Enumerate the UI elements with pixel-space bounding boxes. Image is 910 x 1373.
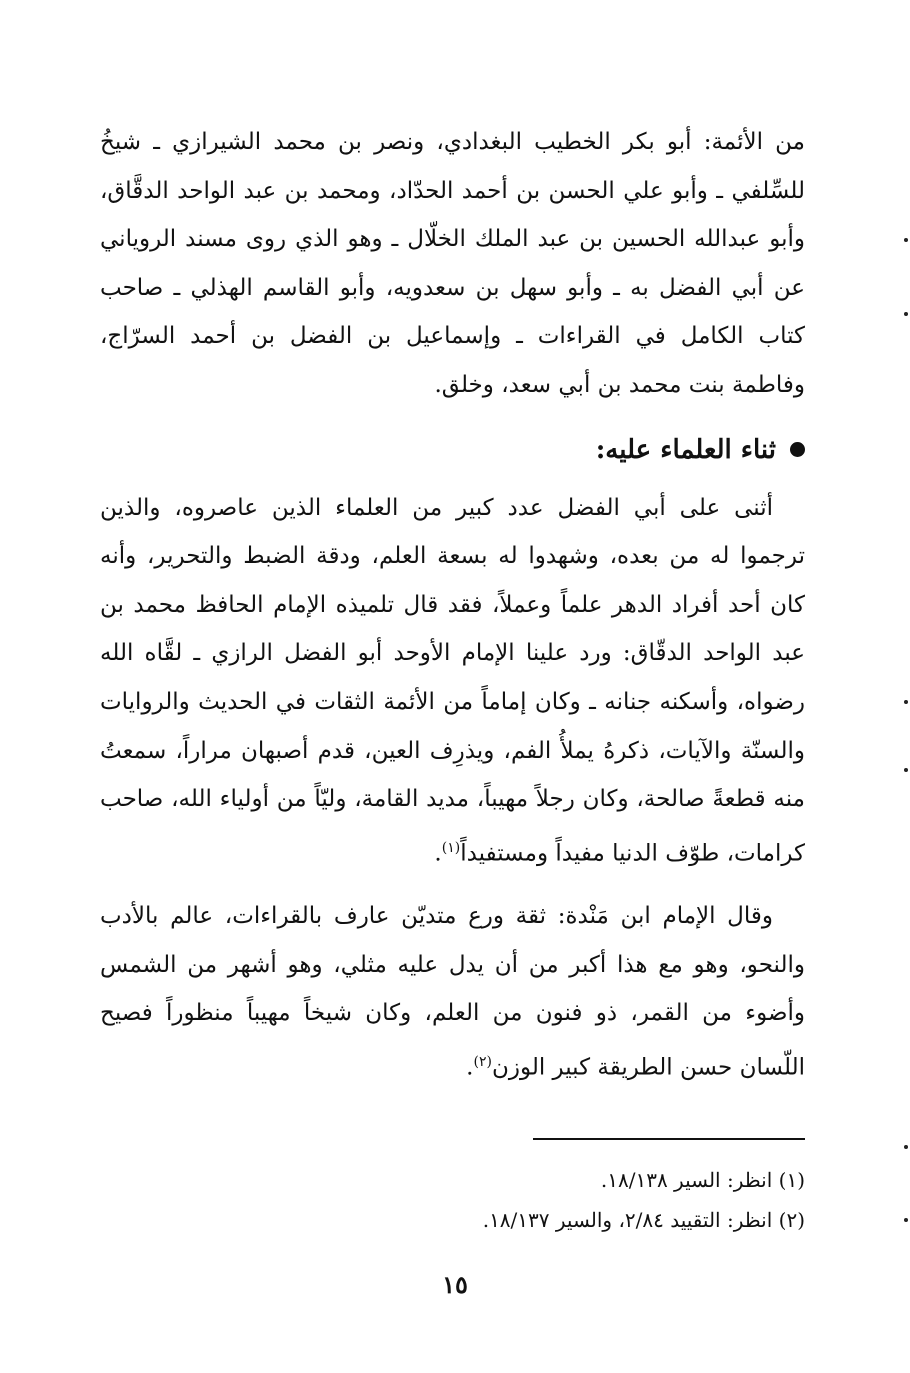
scan-mark [904,238,908,242]
scan-mark [904,1218,908,1222]
scan-mark [904,1145,908,1149]
paragraph-teachers-list: من الأئمة: أبو بكر الخطيب البغدادي، ونصر بن محمد الشيرازي ـ شيخُ للسِّلفي ـ وأبو علي الحسن بن أحمد الحدّاد، ومحمد بن عبد الواحد الدقَّاق، وأبو عبدالله الحسين بن عبد الملك الخلّال ـ وهو الذي روى مسند الروياني عن أبي الفضل به ـ وأبو سهل بن سعدويه، وأبو القاسم الهذلي ـ صاحب كتاب الكامل في القراءات ـ وإسماعيل بن الفضل بن أحمد السرّاج، وفاطمة بنت محمد بن أبي سعد، وخلق. [100,129,805,398]
section-heading [100,422,805,478]
page-number: ١٥ [442,1270,468,1299]
scan-mark [904,312,908,316]
paragraph-ibn-manda-end: . [466,1054,474,1081]
page-body [100,118,805,1232]
footnote-ref-2: (٢) [473,1053,492,1070]
scan-mark [904,700,908,704]
footnote-ref-1: (١) [441,839,461,856]
paragraph-praise-end: . [434,840,442,867]
footnote-divider [533,1138,805,1140]
footnotes [100,1160,805,1240]
scan-mark [904,768,908,772]
paragraph-ibn-manda-text: وقال الإمام ابن مَنْدة: ثقة ورع متديّن عارف بالقراءات، عالم بالأدب والنحو، وهو مع هذا أكبر من أن يدل عليه مثلي، وهو أشهر من الشمس وأضوء من القمر، ذو فنون من العلم، وكان شيخاً مهيباً منظوراً فصيح اللّسان حسن الطريقة كبير الوزن [100,902,805,1081]
section-heading-text: ثناء العلماء عليه: [595,434,776,465]
bullet-icon [790,442,805,457]
footnote-2: (٢) انظر: التقييد ٢/٨٤، والسير ١٨/١٣٧. [482,1208,805,1232]
paragraph-praise [100,484,805,878]
paragraph-ibn-manda [100,892,805,1092]
footnote-1: (١) انظر: السير ١٨/١٣٨. [600,1168,805,1192]
paragraph-praise-text: أثنى على أبي الفضل عدد كبير من العلماء الذين عاصروه، والذين ترجموا له من بعده، وشهدوا له بسعة العلم، ودقة الضبط والتحرير، وأنه كان أحد أفراد الدهر علماً وعملاً، فقد قال تلميذه الإمام الحافظ محمد بن عبد الواحد الدقّاق: ورد علينا الإمام الأوحد أبو الفضل الرازي ـ لقَّاه الله رضواه، وأسكنه جنانه ـ وكان إماماً من الأئمة الثقات في الحديث والروايات والسنّة والآيات، ذكرهُ يملأُ الفم، ويذرِف العين، قدم أصبهان مراراً، سمعتُ منه قطعةً صالحة، وكان رجلاً مهيباً، مديد القامة، وليّاً من أولياء الله، صاحب كرامات، طوّف الدنيا مفيداً ومستفيداً [100,494,805,867]
